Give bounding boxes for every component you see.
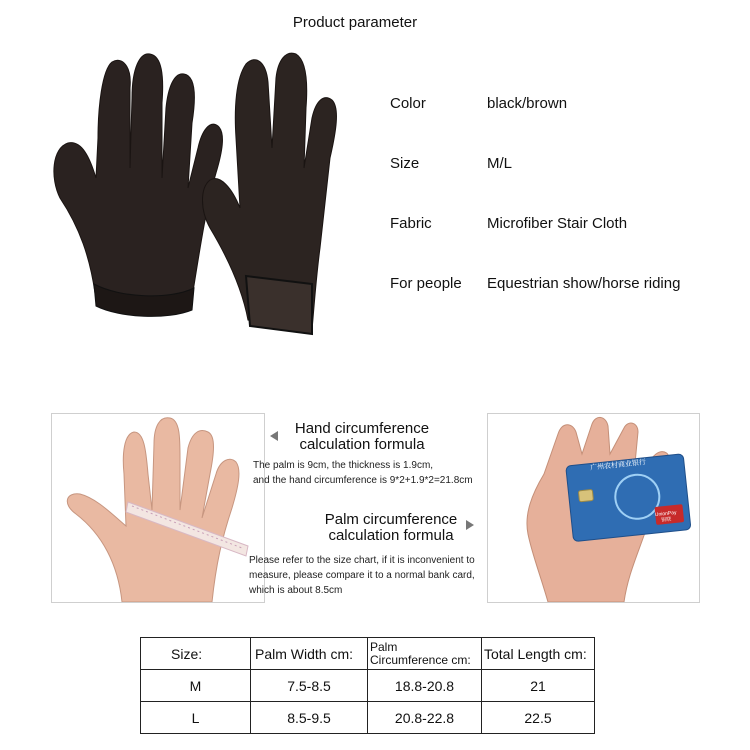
- palm-width-cell: 8.5-9.5: [251, 702, 368, 734]
- size-cell: L: [141, 702, 251, 734]
- gloves-image: [50, 48, 340, 338]
- size-cell: M: [141, 670, 251, 702]
- palm-circumference-cell: 18.8-20.8: [368, 670, 482, 702]
- hand-with-tape-image: [52, 414, 264, 602]
- size-chart-table: [140, 637, 595, 734]
- hand-measure-photo: [51, 413, 265, 603]
- total-length-cell: 22.5: [482, 702, 595, 734]
- hand-heading-line-2: calculation formula: [299, 436, 425, 453]
- param-key-for-people: For people: [390, 275, 462, 292]
- header-palm-line-1: Palm: [370, 639, 398, 654]
- hand-formula-line-1: The palm is 9cm, the thickness is 1.9cm,: [253, 460, 434, 471]
- param-value-fabric: Microfiber Stair Cloth: [487, 215, 628, 232]
- palm-formula-text: [249, 553, 519, 598]
- param-value-for-people: Equestrian show/horse riding: [487, 275, 681, 292]
- hand-heading-line-1: Hand circumference: [294, 420, 430, 437]
- param-key-size: Size: [390, 155, 420, 172]
- header-palm-circumference: [368, 638, 482, 670]
- header-palm-width: Palm Width cm:: [251, 638, 368, 670]
- palm-heading-line-2: calculation formula: [328, 527, 454, 544]
- card-brand-cn: 银联: [661, 516, 672, 524]
- size-chart-header-row: [141, 638, 595, 670]
- header-size: Size:: [141, 638, 251, 670]
- palm-circumference-cell: 20.8-22.8: [368, 702, 482, 734]
- palm-formula-line-1: Please refer to the size chart, if it is inconvenient to: [249, 555, 475, 566]
- product-parameter-title: Product parameter: [292, 14, 418, 31]
- hand-formula-text: [253, 458, 513, 488]
- arrow-right-icon: [466, 520, 474, 530]
- hand-with-card-image: [488, 414, 699, 602]
- hand-formula-line-2: and the hand circumference is 9*2+1.9*2=21.8cm: [253, 475, 473, 486]
- table-row: [141, 670, 595, 702]
- card-brand-en: UnionPay: [654, 509, 677, 519]
- table-row: [141, 702, 595, 734]
- header-palm-line-2: Circumference cm:: [370, 652, 471, 667]
- total-length-cell: 21: [482, 670, 595, 702]
- palm-formula-line-2: measure, please compare it to a normal bank card,: [249, 570, 475, 581]
- palm-circumference-heading: [313, 512, 469, 544]
- param-key-color: Color: [390, 95, 426, 112]
- palm-formula-line-3: which is about 8.5cm: [249, 585, 343, 596]
- param-value-color: black/brown: [487, 95, 568, 112]
- header-total-length: Total Length cm:: [482, 638, 595, 670]
- palm-width-cell: 7.5-8.5: [251, 670, 368, 702]
- arrow-left-icon: [270, 431, 278, 441]
- card-bank-name: 广州农村商业银行: [589, 459, 647, 472]
- hand-circumference-heading: [282, 421, 442, 453]
- palm-heading-line-1: Palm circumference: [324, 511, 458, 528]
- param-value-size: M/L: [487, 155, 513, 172]
- param-key-fabric: Fabric: [390, 215, 432, 232]
